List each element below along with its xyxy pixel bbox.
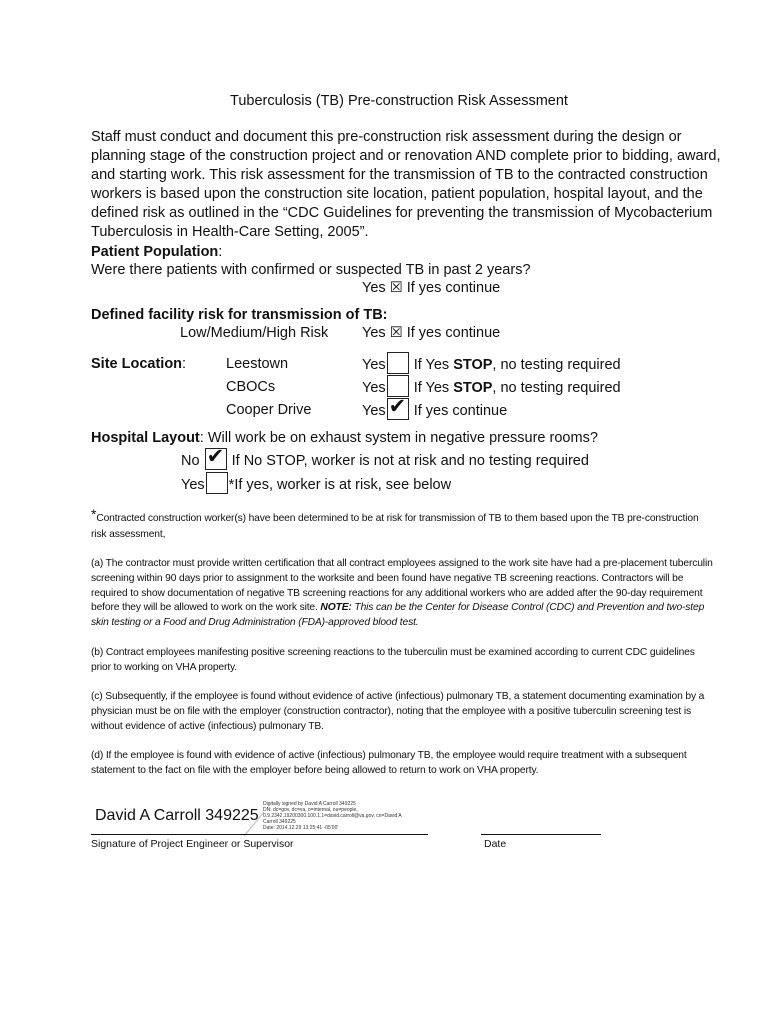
site-instruction-pre: If yes continue bbox=[413, 403, 508, 419]
check-mark-icon: ✔ bbox=[388, 395, 407, 418]
site-yes-label: Yes bbox=[362, 357, 386, 373]
site-checkbox-cooper-drive[interactable] bbox=[387, 395, 409, 420]
facility-risk-label: Low/Medium/High Risk bbox=[180, 325, 329, 341]
hospital-layout-yes-label: Yes bbox=[181, 477, 205, 493]
patient-population-colon: : bbox=[218, 244, 223, 260]
hospital-layout-yes-instruction: If yes, worker is at risk, see below bbox=[234, 477, 452, 493]
site-location-heading: Site Location bbox=[91, 356, 183, 372]
site-instruction-pre: If Yes bbox=[413, 357, 454, 373]
signature-name: David A Carroll 349225 bbox=[95, 807, 259, 824]
hospital-layout-no-instruction: If No STOP, worker is not at risk and no testing required bbox=[231, 453, 589, 469]
digital-signature-line: 0.9.2342.19200300.100.1.1=david.carroll@va.gov, cn=David A bbox=[263, 813, 402, 819]
paragraph-b: (b) Contract employees manifesting positive screening reactions to the tuberculin must be examined according to current CDC guidelines prior to working on VHA property. bbox=[91, 647, 695, 673]
footnote-text: Contracted construction worker(s) have been determined to be at risk for transmission of TB to them based upon the TB pre-construction risk assessment, bbox=[91, 513, 699, 540]
paragraph-a bbox=[91, 557, 713, 631]
site-name-leestown: Leestown bbox=[226, 356, 289, 372]
patient-population-answer bbox=[362, 280, 500, 296]
patient-population-instruction: If yes continue bbox=[406, 280, 501, 296]
signature-label: Signature of Project Engineer or Supervisor bbox=[91, 838, 294, 850]
paragraph-a-note-text: This can be the Center for Disease Control (CDC) and Prevention and two-step skin testing or a Food and Drug Administration (FDA)-approved blood test. bbox=[91, 602, 705, 629]
paragraph-c: (c) Subsequently, if the employee is found without evidence of active (infectious) pulmonary TB, a statement documenting examination by a physician must be on file with the employer (construction contractor), noting that the employee with a positive tuberculin screening test is without evidence of active (infectious) pulmonary TB. bbox=[91, 691, 705, 732]
patient-population-yes-checkbox[interactable]: ☒ bbox=[389, 280, 403, 296]
site-yes-label: Yes bbox=[362, 403, 386, 419]
site-yes-label: Yes bbox=[362, 380, 386, 396]
patient-population-question: Were there patients with confirmed or suspected TB in past 2 years? bbox=[91, 262, 531, 278]
paragraph-a-note-label: NOTE: bbox=[320, 602, 352, 614]
site-instruction-post: , no testing required bbox=[492, 380, 621, 396]
document-title: Tuberculosis (TB) Pre-construction Risk Assessment bbox=[230, 93, 568, 109]
hospital-layout-yes-row bbox=[181, 472, 451, 494]
patient-population-yes-label: Yes bbox=[362, 280, 386, 296]
paragraph-a-text: (a) The contractor must provide written certification that all contract employees assigned to the work site have had a pre-placement tuberculin screening within 90 days prior to assignment to the worksite and been found have negative TB screening reactions. Contractors will be required to show documentation of negative TB screening reactions for any additional workers who are added after the 90-day requirement before they will be allowed to work on the work site. bbox=[91, 558, 713, 614]
hospital-layout-question: : Will work be on exhaust system in negative pressure rooms? bbox=[199, 430, 598, 446]
site-instruction-pre: If Yes bbox=[413, 380, 454, 396]
digital-signature-line: Carroll 349225 bbox=[263, 819, 296, 825]
site-name-cbocs: CBOCs bbox=[226, 379, 276, 395]
hospital-layout-no-label: No bbox=[181, 453, 200, 469]
site-location-colon: : bbox=[182, 356, 187, 372]
site-row-cooper-drive bbox=[362, 395, 508, 420]
site-checkbox-leestown[interactable] bbox=[387, 352, 409, 374]
site-instruction-stop: STOP bbox=[453, 380, 493, 396]
check-mark-icon: ✔ bbox=[206, 445, 225, 468]
site-instruction-post: , no testing required bbox=[492, 357, 621, 373]
facility-risk-answer bbox=[362, 325, 500, 341]
hospital-layout-heading: Hospital Layout bbox=[91, 430, 200, 446]
date-label: Date bbox=[484, 838, 507, 850]
footnote bbox=[91, 506, 713, 543]
facility-risk-heading: Defined facility risk for transmission of TB: bbox=[91, 307, 388, 323]
hospital-layout-row bbox=[91, 430, 598, 446]
facility-risk-yes-checkbox[interactable]: ☒ bbox=[389, 325, 403, 341]
hospital-layout-no-checkbox[interactable] bbox=[205, 445, 227, 470]
digital-signature-line: DN: dc=gov, dc=va, o=internal, ou=people, bbox=[263, 807, 358, 813]
site-row-leestown bbox=[362, 352, 621, 374]
hospital-layout-no-row bbox=[181, 445, 589, 470]
signature-line bbox=[91, 834, 428, 835]
facility-risk-yes-label: Yes bbox=[362, 325, 386, 341]
intro-paragraph: Staff must conduct and document this pre-construction risk assessment during the design or planning stage of the construction project and or renovation AND complete prior to bidding, award, and starting work. This risk assessment for the transmission of TB to the contracted construction workers is based upon the construction site location, patient population, hospital layout, and the defined risk as outlined in the “CDC Guidelines for preventing the transmission of Mycobacterium Tuberculosis in Health-Care Setting, 2005”. bbox=[91, 129, 721, 240]
digital-signature-details bbox=[263, 801, 402, 831]
patient-population-heading-row bbox=[91, 244, 222, 260]
site-instruction-stop: STOP bbox=[453, 357, 493, 373]
footnote-asterisk: * bbox=[91, 506, 97, 522]
patient-population-heading: Patient Population bbox=[91, 244, 219, 260]
paragraph-d: (d) If the employee is found with evidence of active (infectious) pulmonary TB, the employee would require treatment with a subsequent statement to the fact on file with the employer before being allowed to return to work on VHA property. bbox=[91, 750, 687, 776]
date-line bbox=[481, 834, 601, 835]
site-row-cbocs bbox=[362, 375, 621, 397]
site-name-cooper-drive: Cooper Drive bbox=[226, 402, 312, 418]
hospital-layout-asterisk: * bbox=[228, 477, 235, 493]
digital-signature-line: Date: 2014.12.29 13:25:41 -05'00' bbox=[263, 825, 339, 831]
site-checkbox-cbocs[interactable] bbox=[387, 375, 409, 397]
digital-signature-line: Digitally signed by David A Carroll 349225 bbox=[263, 801, 356, 807]
hospital-layout-yes-checkbox[interactable] bbox=[206, 472, 228, 494]
site-location-heading-row bbox=[91, 356, 186, 372]
facility-risk-instruction: If yes continue bbox=[406, 325, 501, 341]
